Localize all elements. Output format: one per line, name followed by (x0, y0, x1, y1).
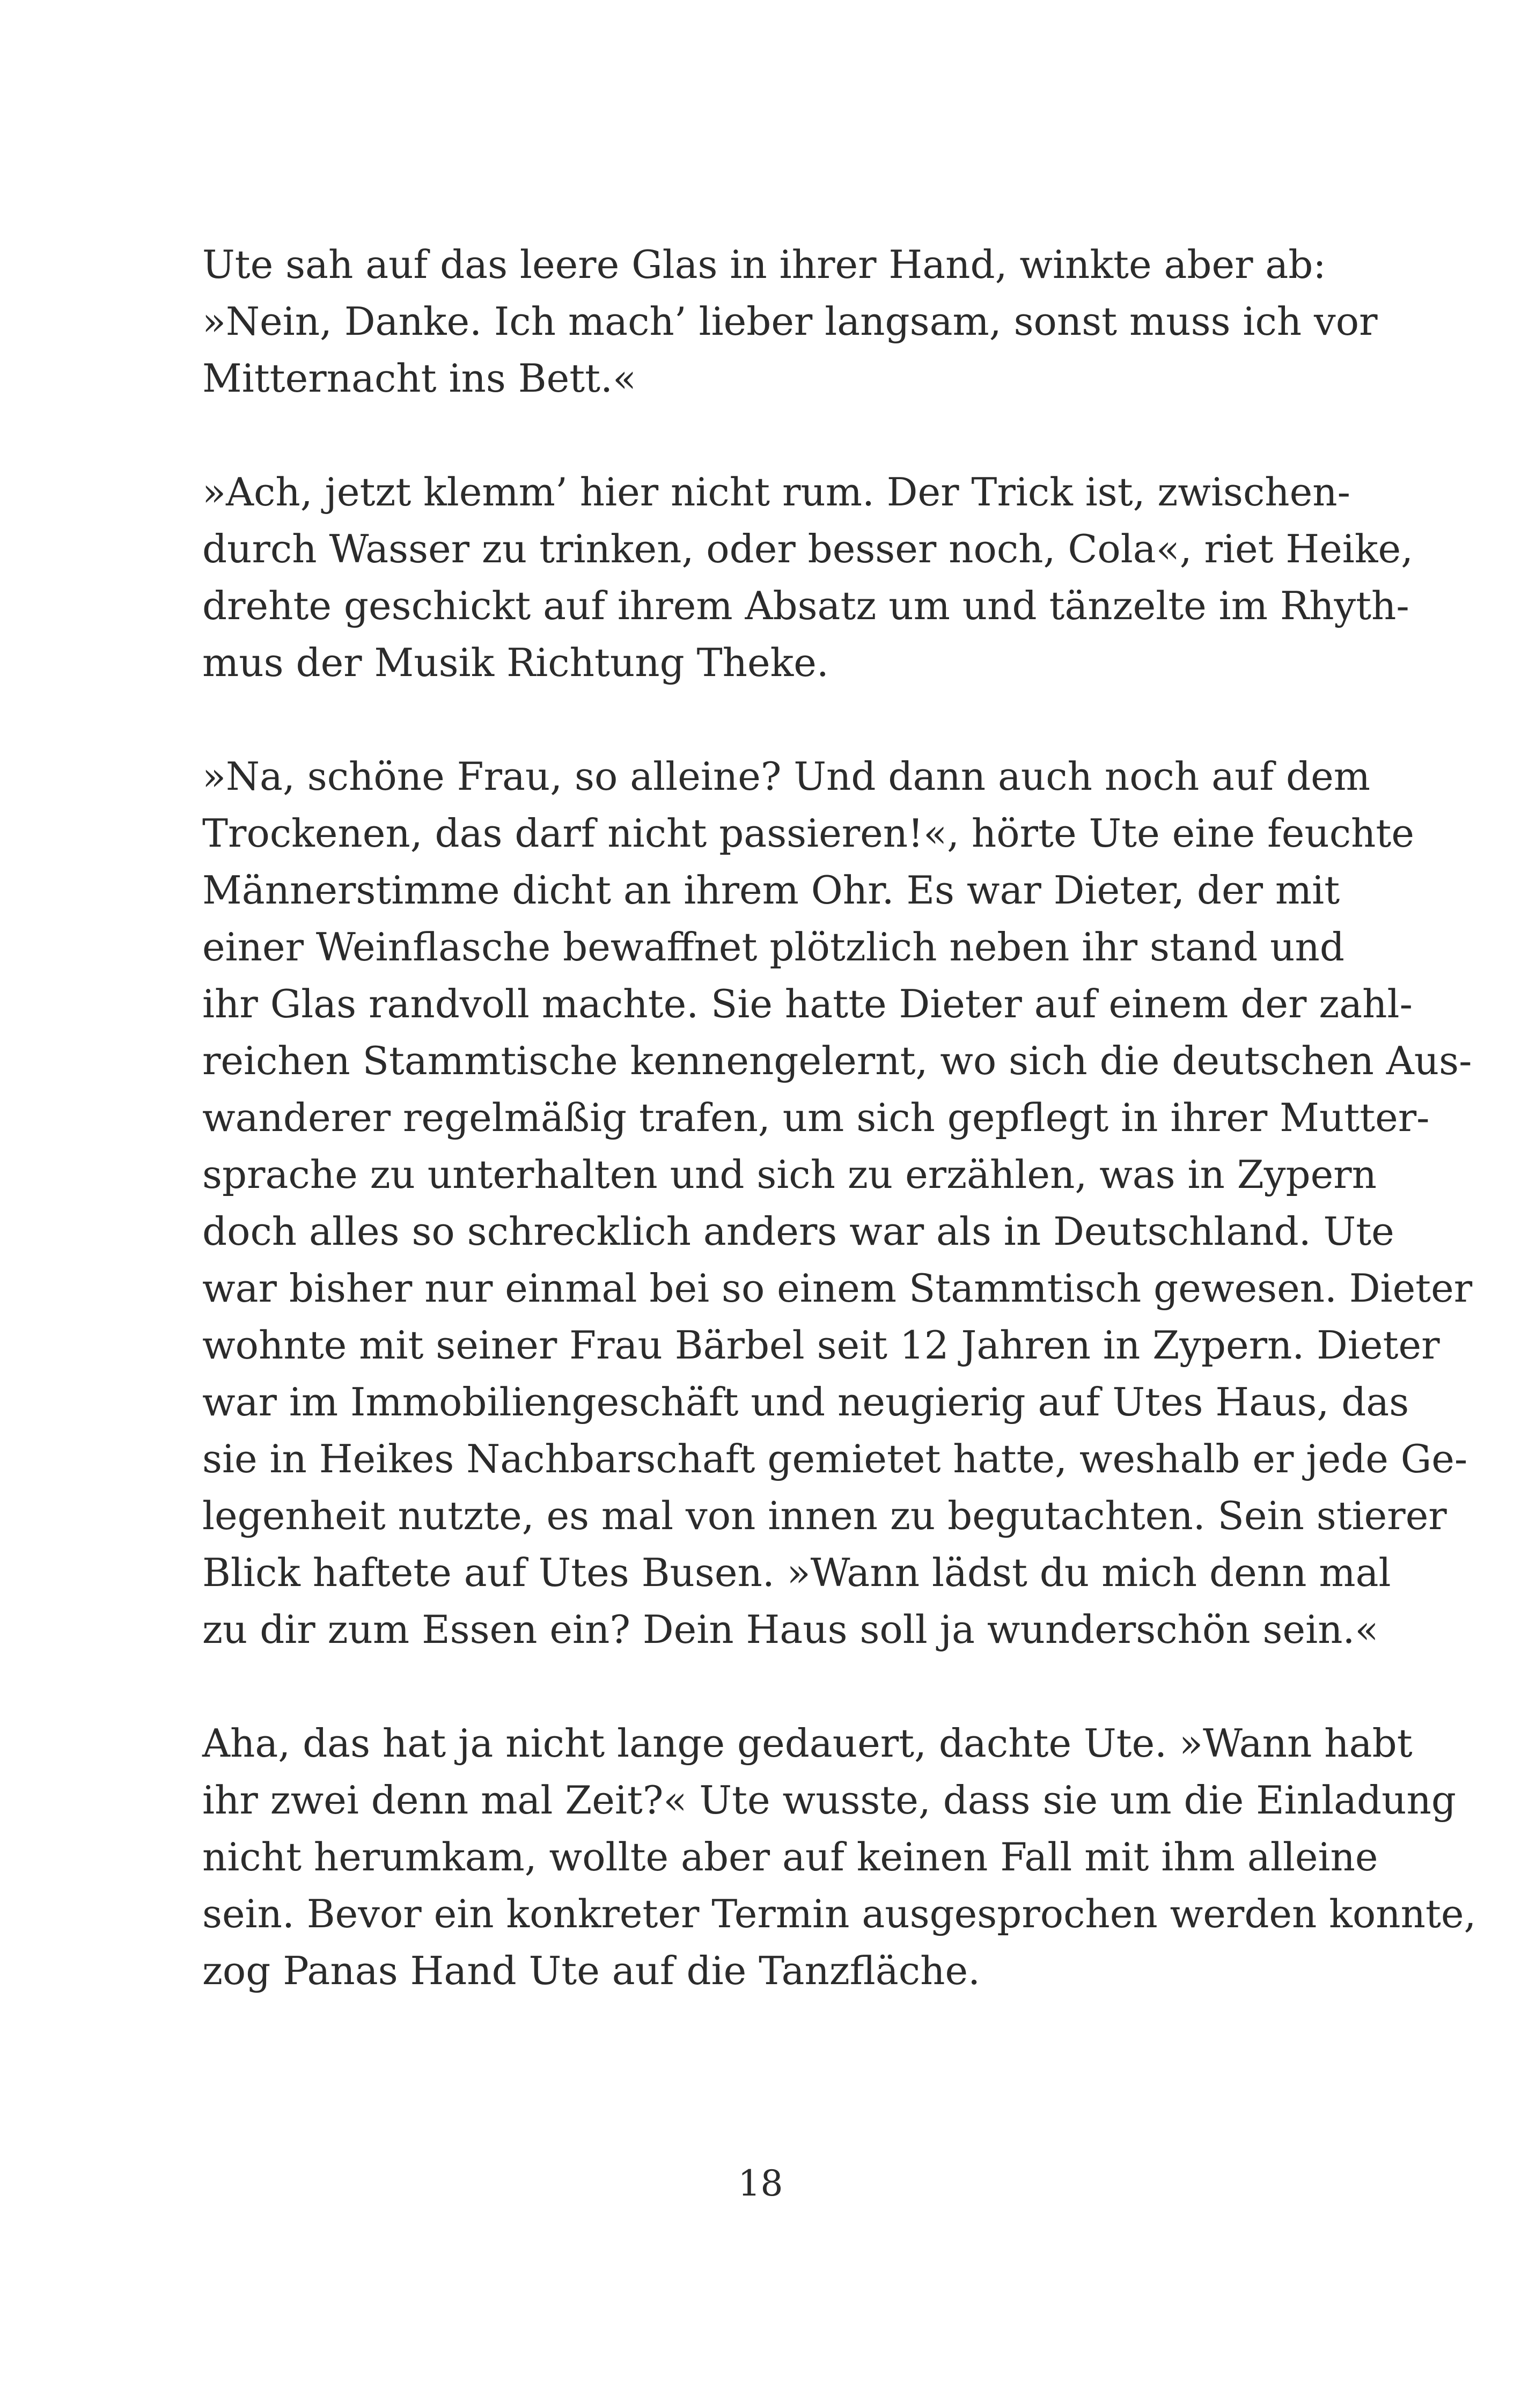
text-line: mus der Musik Richtung Theke. (202, 640, 829, 685)
text-line: Mitternacht ins Bett.« (202, 356, 637, 401)
text-line: zog Panas Hand Ute auf die Tanzfläche. (202, 1948, 980, 1993)
text-line: reichen Stammtische kennengelernt, wo sich die deutschen Aus- (202, 1038, 1472, 1083)
text-line: »Na, schöne Frau, so alleine? Und dann auch noch auf dem (202, 754, 1370, 799)
paragraph (164, 236, 1378, 407)
page-number: 18 (738, 2163, 783, 2204)
text-line: doch alles so schrecklich anders war als in Deutschland. Ute (202, 1209, 1394, 1254)
paragraph (164, 748, 1473, 1658)
text-line: sein. Bevor ein konkreter Termin ausgesprochen werden konnte, (202, 1891, 1476, 1936)
text-line: Aha, das hat ja nicht lange gedauert, dachte Ute. »Wann habt (202, 1721, 1413, 1766)
paragraph (164, 464, 1413, 691)
text-line: Männerstimme dicht an ihrem Ohr. Es war Dieter, der mit (202, 868, 1340, 913)
text-line: »Ach, jetzt klemm’ hier nicht rum. Der Trick ist, zwischen- (202, 469, 1350, 515)
text-line: sie in Heikes Nachbarschaft gemietet hatte, weshalb er jede Ge- (202, 1436, 1468, 1481)
text-line: war bisher nur einmal bei so einem Stammtisch gewesen. Dieter (202, 1266, 1473, 1311)
text-line: drehte geschickt auf ihrem Absatz um und tänzelte im Rhyth- (202, 583, 1409, 628)
text-line: Blick haftete auf Utes Busen. »Wann lädst du mich denn mal (202, 1550, 1391, 1595)
text-line: sprache zu unterhalten und sich zu erzählen, was in Zypern (202, 1152, 1377, 1197)
text-line: nicht herumkam, wollte aber auf keinen Fall mit ihm alleine (202, 1834, 1378, 1880)
text-line: Trockenen, das darf nicht passieren!«, hörte Ute eine feuchte (202, 811, 1414, 856)
text-line: einer Weinflasche bewaffnet plötzlich neben ihr stand und (202, 924, 1344, 970)
text-line: ihr zwei denn mal Zeit?« Ute wusste, dass sie um die Einladung (202, 1778, 1456, 1823)
text-line: »Nein, Danke. Ich mach’ lieber langsam, sonst muss ich vor (202, 299, 1378, 344)
text-line: wanderer regelmäßig trafen, um sich gepflegt in ihrer Mutter- (202, 1095, 1430, 1140)
text-line: Ute sah auf das leere Glas in ihrer Hand, winkte aber ab: (202, 242, 1326, 287)
text-line: ihr Glas randvoll machte. Sie hatte Dieter auf einem der zahl- (202, 981, 1413, 1026)
text-line: durch Wasser zu trinken, oder besser noch, Cola«, riet Heike, (202, 526, 1413, 571)
text-line: legenheit nutzte, es mal von innen zu begutachten. Sein stierer (202, 1493, 1447, 1538)
body-text (164, 236, 1476, 2056)
text-line: zu dir zum Essen ein? Dein Haus soll ja wunderschön sein.« (202, 1607, 1379, 1652)
paragraph (164, 1715, 1476, 1999)
text-line: war im Immobiliengeschäft und neugierig auf Utes Haus, das (202, 1379, 1409, 1425)
text-line: wohnte mit seiner Frau Bärbel seit 12 Jahren in Zypern. Dieter (202, 1323, 1440, 1368)
